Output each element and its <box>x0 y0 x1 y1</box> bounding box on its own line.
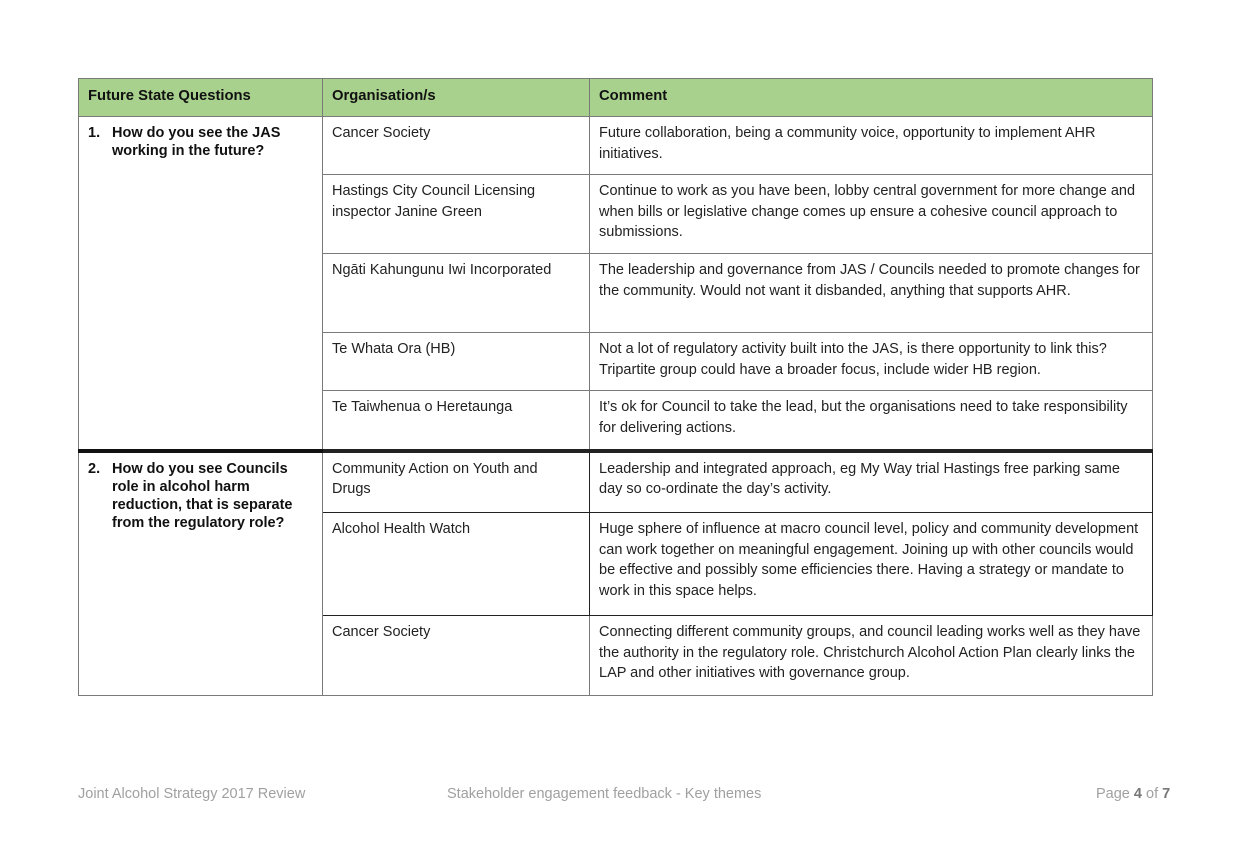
comment-cell: The leadership and governance from JAS / Councils needed to promote changes for the community. Would not want it disbanded, anything that supports AHR. <box>590 254 1153 333</box>
page-of: of <box>1146 786 1159 802</box>
table-header-row <box>79 79 1153 117</box>
question-text: How do you see Councils role in alcohol harm reduction, that is separate from the regulatory role? <box>112 460 293 531</box>
comment-cell: Not a lot of regulatory activity built into the JAS, is there opportunity to link this? Tripartite group could have a broader focus, include wider HB region. <box>590 333 1153 391</box>
footer-document-title: Joint Alcohol Strategy 2017 Review <box>78 786 306 802</box>
comment-cell: It’s ok for Council to take the lead, but the organisations need to take responsibility for delivering actions. <box>590 391 1153 451</box>
page-current: 4 <box>1133 786 1142 802</box>
organisation-cell: Community Action on Youth and Drugs <box>323 451 590 513</box>
comment-cell: Continue to work as you have been, lobby central government for more change and when bills or legislative change comes up ensure a cohesive council approach to submissions. <box>590 175 1153 254</box>
question-number: 2. <box>88 460 101 477</box>
comment-cell: Huge sphere of influence at macro council level, policy and community development can work together on meaningful engagement. Joining up with other councils would be effective and possibly some efficiencies there. Having a strategy or mandate to work in this space helps. <box>590 513 1153 616</box>
page-total: 7 <box>1162 786 1171 802</box>
footer-page-number <box>1096 786 1170 802</box>
organisation-cell: Ngāti Kahungunu Iwi Incorporated <box>323 254 590 333</box>
question-cell <box>79 117 323 451</box>
question-text: How do you see the JAS working in the future? <box>112 125 281 159</box>
organisation-cell: Te Taiwhenua o Heretaunga <box>323 391 590 451</box>
organisation-cell: Alcohol Health Watch <box>323 513 590 616</box>
footer-section-title: Stakeholder engagement feedback - Key themes <box>447 786 762 802</box>
page-prefix: Page <box>1096 786 1130 802</box>
organisation-cell: Cancer Society <box>323 616 590 696</box>
comment-cell: Leadership and integrated approach, eg My Way trial Hastings free parking same day so co-ordinate the day’s activity. <box>590 451 1153 513</box>
header-comment: Comment <box>590 79 1153 117</box>
organisation-cell: Cancer Society <box>323 117 590 175</box>
table-row <box>79 451 1153 513</box>
header-questions: Future State Questions <box>79 79 323 117</box>
comment-cell: Connecting different community groups, and council leading works well as they have the authority in the regulatory role. Christchurch Alcohol Action Plan clearly links the LAP and other initiatives with governance group. <box>590 616 1153 696</box>
question-number: 1. <box>88 125 101 141</box>
organisation-cell: Hastings City Council Licensing inspector Janine Green <box>323 175 590 254</box>
header-organisations: Organisation/s <box>323 79 590 117</box>
organisation-cell: Te Whata Ora (HB) <box>323 333 590 391</box>
question-cell <box>79 451 323 696</box>
table-row <box>79 117 1153 175</box>
feedback-table <box>78 78 1153 696</box>
comment-cell: Future collaboration, being a community voice, opportunity to implement AHR initiatives. <box>590 117 1153 175</box>
